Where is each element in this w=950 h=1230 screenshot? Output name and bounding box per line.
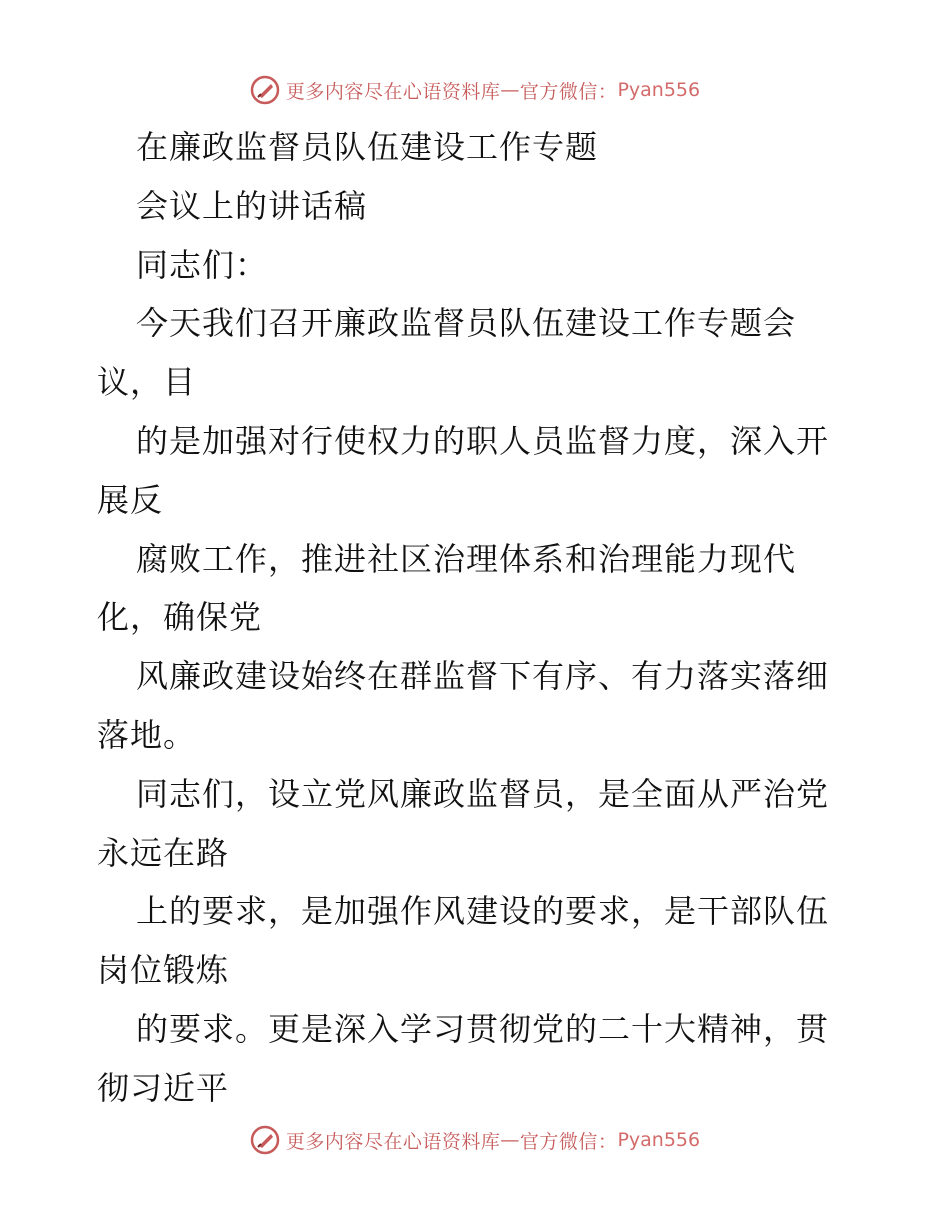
banner-main-text: 更多内容尽在心语资料库 [285, 80, 501, 103]
feather-pen-icon [250, 1125, 280, 1155]
document-line: 同志们： [136, 245, 269, 284]
banner-wechat-id: Pyan556 [617, 79, 701, 101]
banner-main-text: 更多内容尽在心语资料库 [285, 1130, 501, 1153]
document-line: 会议上的讲话稿 [136, 186, 368, 225]
document-line: 彻习近平 [97, 1068, 230, 1107]
document-line: 永远在路 [97, 833, 230, 872]
banner-wechat-label: 官方微信： [519, 80, 618, 103]
document-line: 展反 [97, 480, 164, 519]
document-line: 议，目 [97, 363, 197, 402]
footer-banner [0, 1120, 950, 1160]
document-line: 落地。 [97, 715, 197, 754]
document-line: 化，确保党 [97, 598, 263, 637]
document-line: 今天我们召开廉政监督员队伍建设工作专题会 [136, 304, 797, 343]
document-body [0, 118, 950, 1118]
header-banner [0, 70, 950, 110]
document-line: 岗位锻炼 [97, 951, 230, 990]
feather-pen-icon [250, 75, 280, 105]
banner-wechat-id: Pyan556 [617, 1129, 701, 1151]
banner-dash: — [500, 1129, 520, 1151]
document-line: 腐败工作，推进社区治理体系和治理能力现代 [136, 539, 797, 578]
document-line: 的是加强对行使权力的职人员监督力度，深入开 [136, 421, 830, 460]
document-line: 在廉政监督员队伍建设工作专题 [136, 128, 599, 166]
document-line: 上的要求，是加强作风建设的要求，是干部队伍 [136, 892, 830, 931]
document-line: 的要求。更是深入学习贯彻党的二十大精神，贯 [136, 1009, 830, 1048]
banner-dash: — [500, 79, 520, 101]
document-line: 风廉政建设始终在群监督下有序、有力落实落细 [136, 657, 830, 696]
document-line: 同志们，设立党风廉政监督员，是全面从严治党 [136, 774, 830, 813]
banner-wechat-label: 官方微信： [519, 1130, 618, 1153]
